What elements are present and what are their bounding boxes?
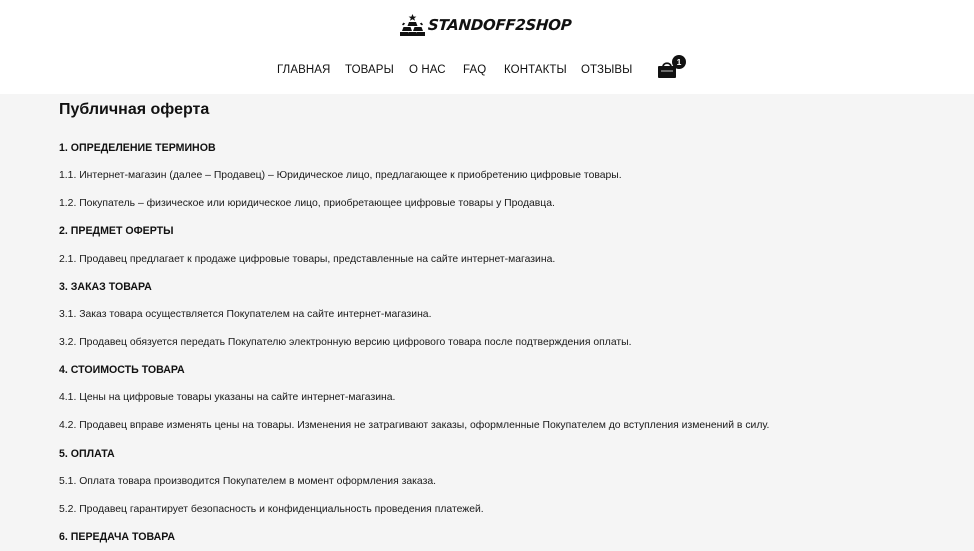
site-logo[interactable] bbox=[400, 11, 571, 39]
paragraph: 4.1. Цены на цифровые товары указаны на сайте интернет-магазина. bbox=[59, 392, 396, 403]
nav-item-contacts[interactable]: КОНТАКТЫ bbox=[504, 64, 567, 76]
paragraph: 2.1. Продавец предлагает к продаже цифровые товары, представленные на сайте интернет-магазина. bbox=[59, 254, 556, 265]
paragraph: 3.1. Заказ товара осуществляется Покупателем на сайте интернет-магазина. bbox=[59, 309, 432, 320]
paragraph: 3.2. Продавец обязуется передать Покупателю электронную версию цифрового товара после подтверждения оплаты. bbox=[59, 337, 632, 348]
section-heading-subject: 2. ПРЕДМЕТ ОФЕРТЫ bbox=[59, 225, 174, 237]
cart-button[interactable] bbox=[657, 55, 689, 81]
paragraph: 5.2. Продавец гарантирует безопасность и конфиденциальность проведения платежей. bbox=[59, 504, 484, 515]
section-heading-payment: 5. ОПЛАТА bbox=[59, 448, 115, 460]
site-header bbox=[0, 0, 974, 94]
paragraph: 1.2. Покупатель – физическое или юридическое лицо, приобретающее цифровые товары у Продавца. bbox=[59, 198, 555, 209]
paragraph: 4.2. Продавец вправе изменять цены на товары. Изменения не затрагивают заказы, оформленные Покупателем до вступления изменений в силу. bbox=[59, 420, 770, 431]
page-title: Публичная оферта bbox=[59, 101, 210, 118]
nav-item-about[interactable]: О НАС bbox=[409, 64, 446, 76]
paragraph: 1.1. Интернет-магазин (далее – Продавец) – Юридическое лицо, предлагающее к приобретению цифровые товары. bbox=[59, 170, 622, 181]
section-heading-delivery: 6. ПЕРЕДАЧА ТОВАРА bbox=[59, 531, 176, 543]
section-heading-order: 3. ЗАКАЗ ТОВАРА bbox=[59, 281, 152, 293]
nav-item-reviews[interactable]: ОТЗЫВЫ bbox=[581, 64, 633, 76]
brand-name: STANDOFF2SHOP bbox=[427, 16, 573, 34]
section-heading-terms: 1. ОПРЕДЕЛЕНИЕ ТЕРМИНОВ bbox=[59, 142, 216, 154]
cart-count-badge: 1 bbox=[672, 55, 686, 69]
nav-item-home[interactable]: ГЛАВНАЯ bbox=[277, 64, 331, 76]
nav-item-faq[interactable]: FAQ bbox=[463, 64, 487, 76]
section-heading-price: 4. СТОИМОСТЬ ТОВАРА bbox=[59, 364, 185, 376]
gold-bars-stack-icon bbox=[400, 14, 425, 36]
main-nav bbox=[0, 64, 974, 80]
paragraph: 5.1. Оплата товара производится Покупателем в момент оформления заказа. bbox=[59, 476, 437, 487]
nav-item-products[interactable]: ТОВАРЫ bbox=[345, 64, 394, 76]
